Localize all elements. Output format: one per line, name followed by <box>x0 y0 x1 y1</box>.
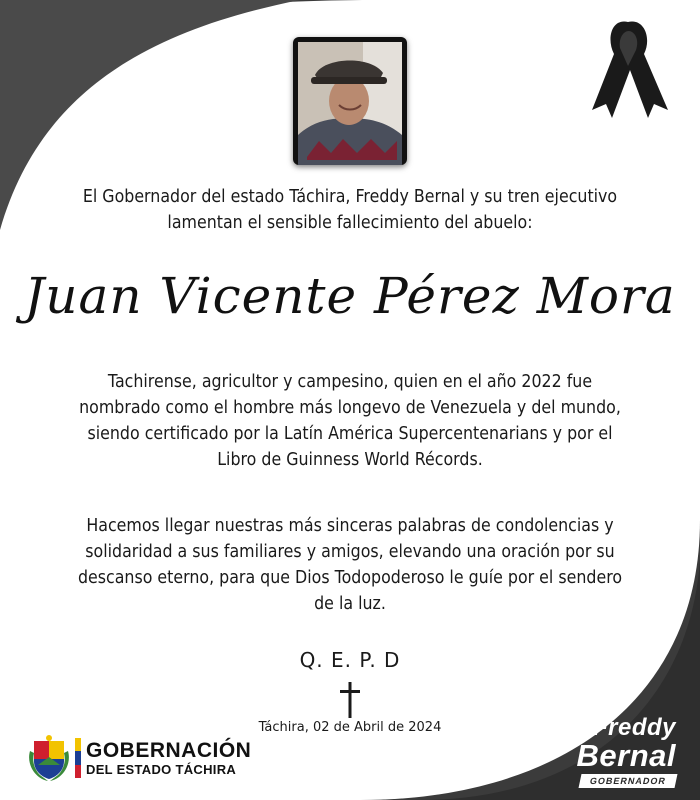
logo-title: GOBERNACIÓN <box>86 739 252 762</box>
deceased-name: Juan Vicente Pérez Mora <box>24 267 676 325</box>
condolences-text: Hacemos llegar nuestras más sinceras palabras de condolencias y solidaridad a sus familiares y amigos, elevando una oración por su descanso eterno, para que Dios Todopoderoso le guíe por el sendero de la luz. <box>77 515 623 614</box>
state-coat-of-arms-icon <box>28 735 70 781</box>
portrait-photo <box>293 37 407 165</box>
qepd-text: Q. E. P. D <box>299 648 401 672</box>
cross-icon <box>336 682 364 718</box>
brand-first-name: Freddy <box>592 714 676 741</box>
brand-last-name: Bernal <box>576 738 676 773</box>
logo-subtitle: DEL ESTADO TÁCHIRA <box>86 762 237 777</box>
brand-role: GOBERNADOR <box>578 774 677 788</box>
mourning-ribbon-icon <box>582 14 672 120</box>
biography-text: Tachirense, agricultor y campesino, quien en el año 2022 fue nombrado como el hombre más longevo de Venezuela y del mundo, siendo certificado por la Latín América Supercentenarians y por el Libro de Guinness World Récords. <box>79 371 621 470</box>
date-text: Táchira, 02 de Abril de 2024 <box>258 720 442 735</box>
flag-stripe <box>75 738 81 778</box>
intro-text: El Gobernador del estado Táchira, Freddy Bernal y su tren ejecutivo lamentan el sensible fallecimiento del abuelo: <box>82 186 618 233</box>
freddy-bernal-brand <box>536 716 676 788</box>
gobernacion-logo <box>28 735 251 781</box>
